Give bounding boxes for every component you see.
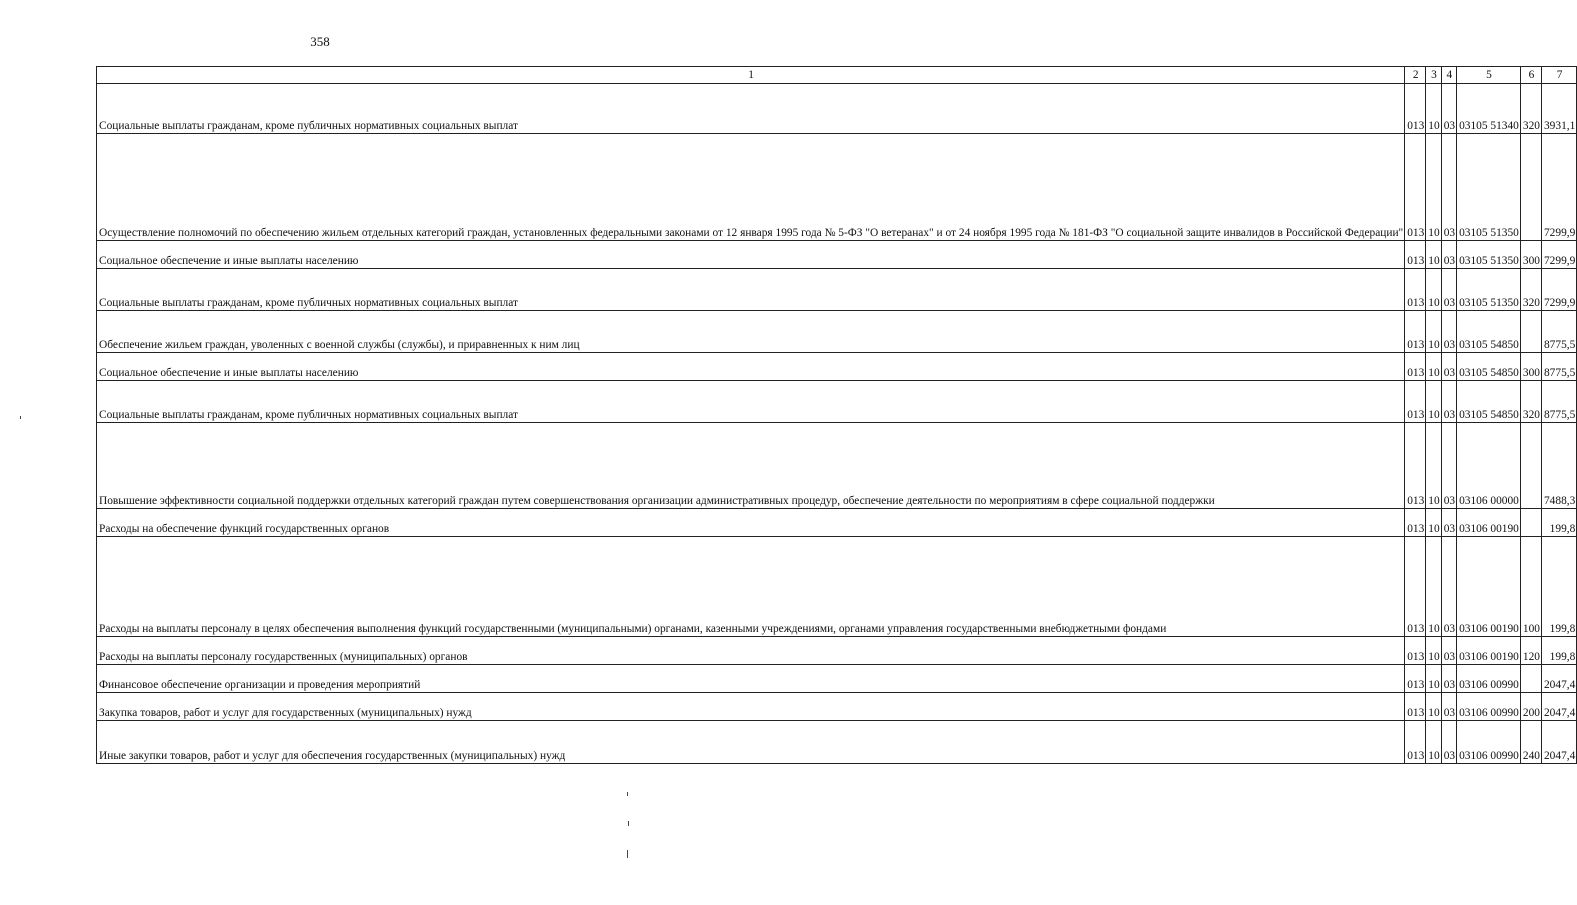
table-row xyxy=(97,353,1577,381)
row-subsection-cell: 03 xyxy=(1441,423,1456,509)
row-admin-code-cell: 013 xyxy=(1405,637,1426,665)
header-cell-2: 2 xyxy=(1405,67,1426,84)
row-expense-type-cell xyxy=(1520,311,1541,353)
row-target-article-cell: 03106 00190 xyxy=(1457,537,1521,637)
row-expense-type-cell: 300 xyxy=(1520,241,1541,269)
row-section-cell: 10 xyxy=(1426,423,1441,509)
scan-mark xyxy=(628,821,629,826)
row-amount-cell: 8775,5 xyxy=(1541,353,1576,381)
row-admin-code-cell: 013 xyxy=(1405,509,1426,537)
scan-mark xyxy=(627,792,628,796)
row-target-article-cell: 03105 54850 xyxy=(1457,311,1521,353)
row-admin-code-cell: 013 xyxy=(1405,84,1426,134)
row-admin-code-cell: 013 xyxy=(1405,134,1426,241)
table-row xyxy=(97,693,1577,721)
row-expense-type-cell: 200 xyxy=(1520,693,1541,721)
row-target-article-cell: 03106 00190 xyxy=(1457,509,1521,537)
row-subsection-cell: 03 xyxy=(1441,311,1456,353)
row-target-article-cell: 03106 00990 xyxy=(1457,721,1521,764)
row-target-article-cell: 03106 00990 xyxy=(1457,693,1521,721)
row-section-cell: 10 xyxy=(1426,269,1441,311)
row-amount-cell: 7488,3 xyxy=(1541,423,1576,509)
budget-table xyxy=(96,66,1577,764)
row-amount-cell: 7299,9 xyxy=(1541,269,1576,311)
row-section-cell: 10 xyxy=(1426,134,1441,241)
row-admin-code-cell: 013 xyxy=(1405,269,1426,311)
row-amount-cell: 7299,9 xyxy=(1541,241,1576,269)
row-target-article-cell: 03106 00990 xyxy=(1457,665,1521,693)
row-amount-cell: 2047,4 xyxy=(1541,721,1576,764)
table-row xyxy=(97,665,1577,693)
row-expense-type-cell: 300 xyxy=(1520,353,1541,381)
row-name-cell: Финансовое обеспечение организации и проведения мероприятий xyxy=(97,665,1405,693)
row-section-cell: 10 xyxy=(1426,381,1441,423)
scan-mark xyxy=(20,416,21,419)
row-admin-code-cell: 013 xyxy=(1405,721,1426,764)
row-target-article-cell: 03105 54850 xyxy=(1457,353,1521,381)
row-target-article-cell: 03106 00000 xyxy=(1457,423,1521,509)
table-row xyxy=(97,381,1577,423)
row-subsection-cell: 03 xyxy=(1441,537,1456,637)
header-cell-3: 3 xyxy=(1426,67,1441,84)
table-row xyxy=(97,537,1577,637)
row-target-article-cell: 03106 00190 xyxy=(1457,637,1521,665)
row-admin-code-cell: 013 xyxy=(1405,423,1426,509)
table-header-row xyxy=(97,67,1577,84)
row-admin-code-cell: 013 xyxy=(1405,537,1426,637)
row-target-article-cell: 03105 51340 xyxy=(1457,84,1521,134)
row-subsection-cell: 03 xyxy=(1441,241,1456,269)
row-expense-type-cell: 320 xyxy=(1520,381,1541,423)
row-target-article-cell: 03105 51350 xyxy=(1457,269,1521,311)
row-expense-type-cell xyxy=(1520,423,1541,509)
row-subsection-cell: 03 xyxy=(1441,84,1456,134)
row-admin-code-cell: 013 xyxy=(1405,353,1426,381)
row-amount-cell: 8775,5 xyxy=(1541,381,1576,423)
row-name-cell: Расходы на выплаты персоналу государственных (муниципальных) органов xyxy=(97,637,1405,665)
table-row xyxy=(97,134,1577,241)
row-section-cell: 10 xyxy=(1426,693,1441,721)
row-subsection-cell: 03 xyxy=(1441,665,1456,693)
row-name-cell: Осуществление полномочий по обеспечению жильем отдельных категорий граждан, установленных федеральными законами от 12 января 1995 года № 5-ФЗ "О ветеранах" и от 24 ноября 1995 года № 181-ФЗ "О социальной защите инвалидов в Российской Федерации" xyxy=(97,134,1405,241)
row-subsection-cell: 03 xyxy=(1441,269,1456,311)
row-subsection-cell: 03 xyxy=(1441,509,1456,537)
row-name-cell: Иные закупки товаров, работ и услуг для обеспечения государственных (муниципальных) нужд xyxy=(97,721,1405,764)
row-name-cell: Социальное обеспечение и иные выплаты населению xyxy=(97,241,1405,269)
row-section-cell: 10 xyxy=(1426,721,1441,764)
header-cell-6: 6 xyxy=(1520,67,1541,84)
row-expense-type-cell: 320 xyxy=(1520,269,1541,311)
row-subsection-cell: 03 xyxy=(1441,353,1456,381)
row-admin-code-cell: 013 xyxy=(1405,311,1426,353)
table-row xyxy=(97,311,1577,353)
row-expense-type-cell xyxy=(1520,134,1541,241)
row-section-cell: 10 xyxy=(1426,665,1441,693)
row-section-cell: 10 xyxy=(1426,84,1441,134)
row-amount-cell: 2047,4 xyxy=(1541,665,1576,693)
scan-mark xyxy=(627,850,628,858)
table-row xyxy=(97,269,1577,311)
row-expense-type-cell xyxy=(1520,665,1541,693)
table-row xyxy=(97,721,1577,764)
row-expense-type-cell: 120 xyxy=(1520,637,1541,665)
table-row xyxy=(97,241,1577,269)
row-subsection-cell: 03 xyxy=(1441,134,1456,241)
row-amount-cell: 3931,1 xyxy=(1541,84,1576,134)
row-section-cell: 10 xyxy=(1426,241,1441,269)
header-cell-4: 4 xyxy=(1441,67,1456,84)
row-target-article-cell: 03105 54850 xyxy=(1457,381,1521,423)
row-amount-cell: 199,8 xyxy=(1541,537,1576,637)
row-expense-type-cell xyxy=(1520,509,1541,537)
row-name-cell: Расходы на выплаты персоналу в целях обеспечения выполнения функций государственными (муниципальными) органами, казенными учреждениями, органами управления государственными внебюджетными фондами xyxy=(97,537,1405,637)
row-section-cell: 10 xyxy=(1426,637,1441,665)
row-name-cell: Социальные выплаты гражданам, кроме публичных нормативных социальных выплат xyxy=(97,84,1405,134)
row-name-cell: Социальное обеспечение и иные выплаты населению xyxy=(97,353,1405,381)
row-name-cell: Обеспечение жильем граждан, уволенных с военной службы (службы), и приравненных к ним лиц xyxy=(97,311,1405,353)
row-name-cell: Социальные выплаты гражданам, кроме публичных нормативных социальных выплат xyxy=(97,269,1405,311)
row-section-cell: 10 xyxy=(1426,509,1441,537)
row-admin-code-cell: 013 xyxy=(1405,693,1426,721)
row-subsection-cell: 03 xyxy=(1441,637,1456,665)
table-row xyxy=(97,637,1577,665)
row-subsection-cell: 03 xyxy=(1441,721,1456,764)
row-name-cell: Повышение эффективности социальной поддержки отдельных категорий граждан путем совершенствования организации административных процедур, обеспечение деятельности по мероприятиям в сфере социальной поддержки xyxy=(97,423,1405,509)
row-expense-type-cell: 100 xyxy=(1520,537,1541,637)
row-section-cell: 10 xyxy=(1426,537,1441,637)
row-name-cell: Расходы на обеспечение функций государственных органов xyxy=(97,509,1405,537)
header-cell-7: 7 xyxy=(1541,67,1576,84)
row-expense-type-cell: 320 xyxy=(1520,84,1541,134)
row-target-article-cell: 03105 51350 xyxy=(1457,134,1521,241)
table-row xyxy=(97,84,1577,134)
row-admin-code-cell: 013 xyxy=(1405,241,1426,269)
row-subsection-cell: 03 xyxy=(1441,381,1456,423)
row-amount-cell: 7299,9 xyxy=(1541,134,1576,241)
table-row xyxy=(97,423,1577,509)
row-subsection-cell: 03 xyxy=(1441,693,1456,721)
row-target-article-cell: 03105 51350 xyxy=(1457,241,1521,269)
table-row xyxy=(97,509,1577,537)
row-section-cell: 10 xyxy=(1426,311,1441,353)
row-amount-cell: 199,8 xyxy=(1541,637,1576,665)
row-amount-cell: 2047,4 xyxy=(1541,693,1576,721)
row-amount-cell: 8775,5 xyxy=(1541,311,1576,353)
row-expense-type-cell: 240 xyxy=(1520,721,1541,764)
row-admin-code-cell: 013 xyxy=(1405,381,1426,423)
row-name-cell: Закупка товаров, работ и услуг для государственных (муниципальных) нужд xyxy=(97,693,1405,721)
header-cell-5: 5 xyxy=(1457,67,1521,84)
row-amount-cell: 199,8 xyxy=(1541,509,1576,537)
row-admin-code-cell: 013 xyxy=(1405,665,1426,693)
page-number: 358 xyxy=(310,34,330,49)
row-section-cell: 10 xyxy=(1426,353,1441,381)
row-name-cell: Социальные выплаты гражданам, кроме публичных нормативных социальных выплат xyxy=(97,381,1405,423)
header-cell-1: 1 xyxy=(97,67,1405,84)
